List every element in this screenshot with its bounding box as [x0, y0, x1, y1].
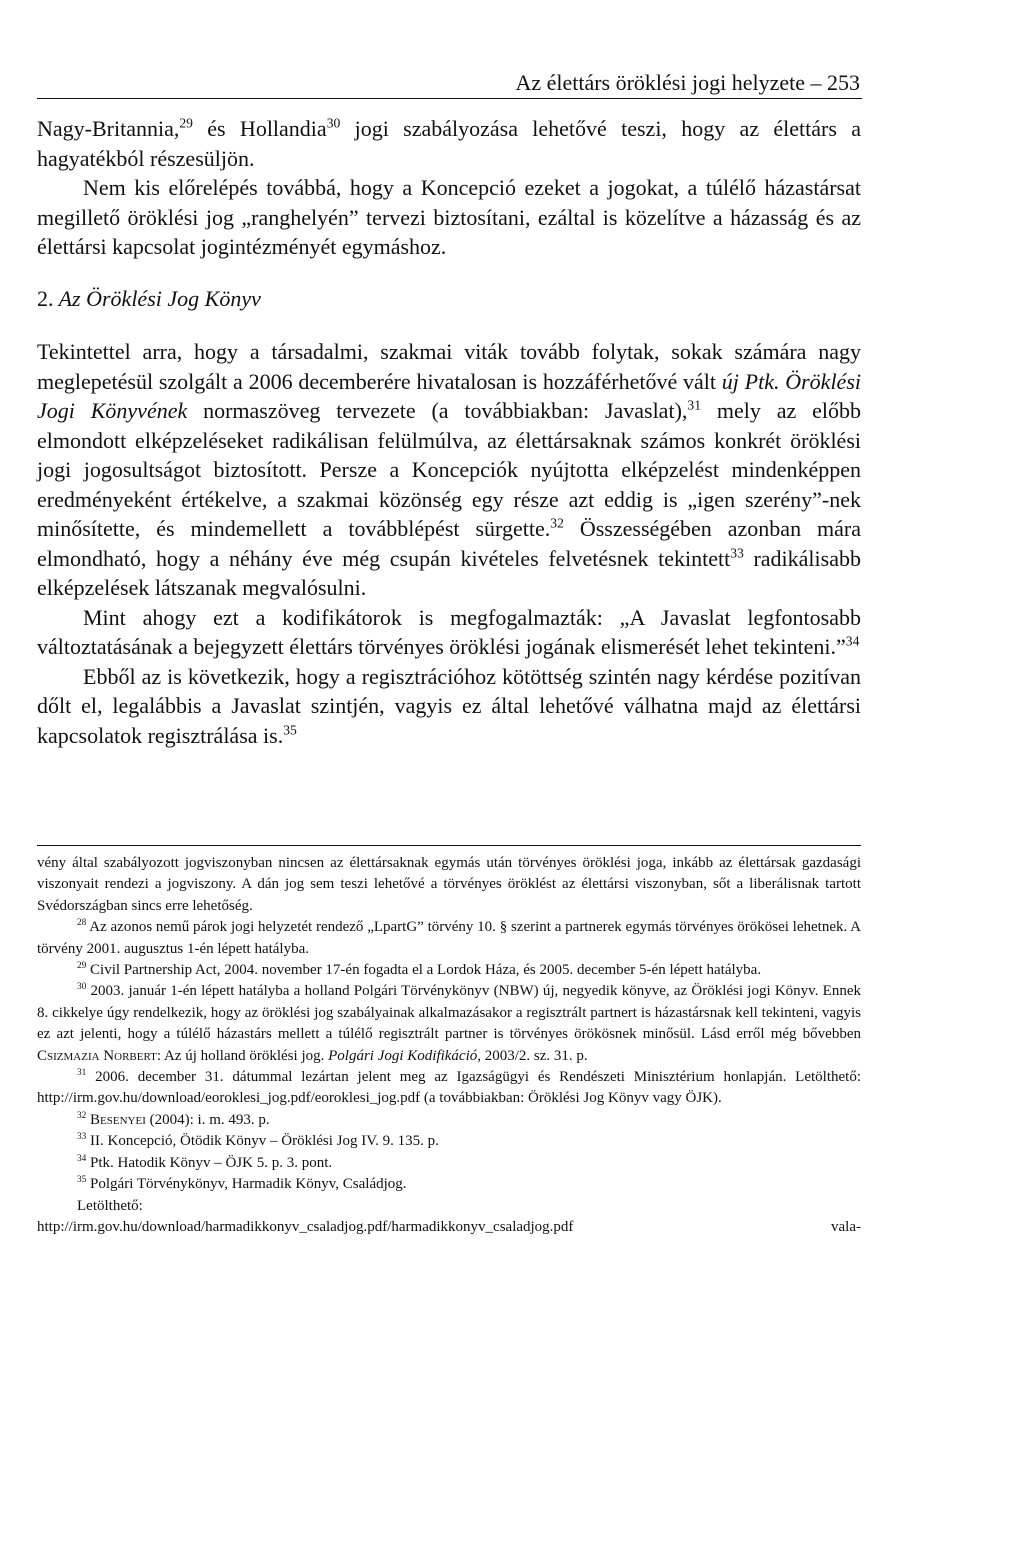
footnote-30: $^{30}$ 2003. január 1-én lépett hatályba a holland Polgári Törvénykönyv (NBW) új, negyedik könyve, az Öröklési jogi Könyv. Ennek 8. cikkelye úgy rendelkezik, hogy az öröklési jog szabályainak alkalmazásakor a regisztrált partnert is házastársnak kell tekinteni, vagyis ez azt jelenti, hogy a túlélő házastárs mellett a túlélő regisztrált partner is törvényes örökösnek minősül. Lásd erről még bővebben Csizmazia Norbert: Az új holland öröklési jog. Polgári Jogi Kodifikáció, 2003/2. sz. 31. p.	[37, 982, 861, 1064]
main-text	[37, 114, 861, 750]
footnotes	[37, 853, 861, 1238]
footnote-ref-33[interactable]: 33	[730, 545, 744, 561]
footnote-31: $^{31}$ 2006. december 31. dátummal lezártan jelent meg az Igazságügyi és Rendészeti Minisztérium honlapján. Letölthető: http://irm.gov.hu/download/eoroklesi_jog.pdf/eoroklesi_jog.pdf (a továbbiakban: Öröklési Jog Könyv vagy ÖJK).	[37, 1068, 861, 1107]
running-title: Az élettárs öröklési jogi helyzete – 253	[515, 70, 860, 95]
footnote-33: $^{33}$ II. Koncepció, Ötödik Könyv – Öröklési Jog IV. 9. 135. p.	[77, 1132, 439, 1150]
footnote-32: $^{32}$ Besenyei (2004): i. m. 493. p.	[77, 1110, 270, 1128]
paragraph-3: Tekintettel arra, hogy a társadalmi, szakmai viták tovább folytak, sokak számára nagy meglepetésül szolgált a 2006 decemberére hivatalosan is hozzáférhetővé vált új Ptk. Öröklési Jogi Könyvének normaszöveg tervezete (a továbbiakban: Javaslat),$^{31}$ mely az előbb elmondott elképzeléseket radikálisan felülmúlva, az élettársaknak számos konkrét öröklési jogi jogosultságot biztosított. Persze a Koncepciók nyújtotta elképzelést mindenképpen eredményeként értékelve, a szakmai közönség egy része azt eddig is „igen szerény”-nek minősítette, és mindemellett a továbblépést sürgette.$^{32}$ Összességében azonban mára elmondható, hogy a néhány éve még csupán kivételes felvetésnek tekintett$^{33}$ radikálisabb elképzelések látszanak megvalósulni.	[37, 339, 862, 600]
page-header	[37, 68, 862, 99]
footnote-35: $^{35}$ Polgári Törvénykönyv, Harmadik Könyv, Családjog.	[77, 1175, 407, 1193]
author-name: Csizmazia Norbert	[37, 1047, 157, 1064]
download-link[interactable]: http://irm.gov.hu/download/harmadikkonyv_csaladjog.pdf/harmadikkonyv_csaladjog.pdf	[37, 1218, 574, 1235]
section-heading	[37, 284, 861, 314]
paragraph-4: Mint ahogy ezt a kodifikátorok is megfogalmazták: „A Javaslat legfontosabb változtatásának a bejegyzett élettárs törvényes öröklési jogának elismerését lehet tekinteni.”$^{34}$	[37, 604, 861, 659]
footnote-ref-30[interactable]: 30	[326, 115, 341, 131]
download-url-line	[37, 1217, 861, 1238]
footnote-34: $^{34}$ Ptk. Hatodik Könyv – ÖJK 5. p. 3. pont.	[77, 1153, 333, 1171]
footnote-ref-32[interactable]: 32	[550, 515, 564, 531]
download-label: Letölthető:	[77, 1197, 143, 1214]
footnote-29: $^{29}$ Civil Partnership Act, 2004. november 17-én fogadta el a Lordok Háza, és 2005. december 5-én lépett hatályba.	[77, 961, 762, 979]
paragraph-5: Ebből az is következik, hogy a regisztrációhoz kötöttség szintén nagy kérdése pozitívan dőlt el, legalábbis a Javaslat szintjén, vagyis ez által lehetővé válhatna majd az élettársi kapcsolatok regisztrálása is.$^{35}$	[37, 663, 861, 748]
footnote-ref-29[interactable]: 29	[179, 115, 193, 131]
section-number: 2.	[37, 285, 54, 311]
author-name: Besenyei	[90, 1111, 146, 1128]
footnote-ref-35[interactable]: 35	[283, 722, 297, 738]
footnote-continuation: vény által szabályozott jogviszonyban nincsen az élettársaknak egymás után törvényes öröklési joga, inkább az élettársak gazdasági viszonyait rendezi a jogviszony. A dán jog sem teszi lehetővé a törvényes öröklést az élettársi viszonyban, sőt a liberálisnak tartott Svédországban sincs erre lehetőség.	[37, 855, 861, 914]
footnote-ref-34[interactable]: 34	[845, 633, 860, 649]
section-title: Az Öröklési Jog Könyv	[58, 285, 261, 311]
paragraph-1: Nagy-Britannia,$^{29}$ és Hollandia$^{30}$ jogi szabályozása lehetővé teszi, hogy az élettárs a hagyatékból részesüljön.	[37, 115, 861, 171]
footnote-divider	[37, 845, 861, 846]
journal-title: Polgári Jogi Kodifikáció,	[328, 1047, 482, 1064]
hyphenated-tail: vala-	[831, 1218, 861, 1235]
footnote-28: $^{28}$ Az azonos nemű párok jogi helyzetét rendező „LpartG” törvény 10. § szerint a partnerek egymás törvényes örökösei lehetnek. A törvény 2001. augusztus 1-én lépett hatályba.	[37, 918, 861, 957]
ptk-book-title: új Ptk. Öröklési Jogi Könyvének	[37, 368, 861, 423]
paragraph-2: Nem kis előrelépés továbbá, hogy a Koncepció ezeket a jogokat, a túlélő házastársat megillető öröklési jog „ranghelyén” tervezi biztosítani, ezáltal is közelítve a házasság és az élettársi kapcsolat jogintézményét egymáshoz.	[37, 175, 861, 259]
footnote-ref-31[interactable]: 31	[687, 397, 702, 413]
